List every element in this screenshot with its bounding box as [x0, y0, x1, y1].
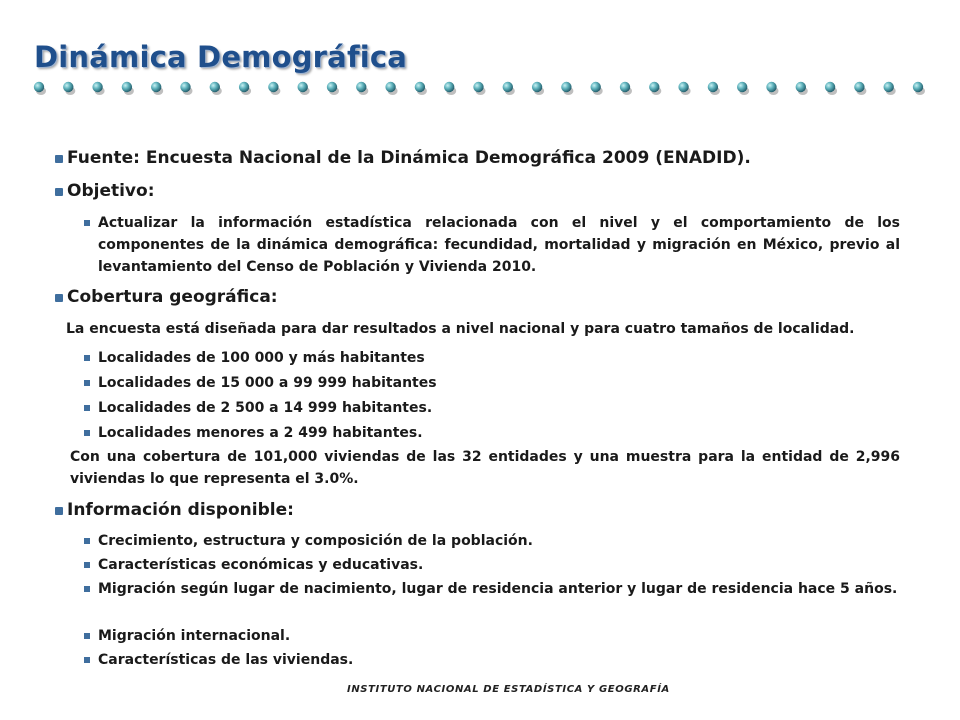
informacion-item-text: Crecimiento, estructura y composición de la población.: [98, 533, 533, 549]
cobertura-intro: La encuesta está diseñada para dar resultados a nivel nacional y para cuatro tamaños de localidad.: [66, 321, 855, 337]
objetivo-item-text: Actualizar la información estadística relacionada con el nivel y el comportamiento de los componentes de la dinámica demográfica: fecundidad, mortalidad y migración en México, previo al levantamiento del Censo de Población y Vivienda 2010.: [98, 215, 900, 275]
bullet-marker: [84, 405, 90, 411]
bullet-cobertura: [55, 287, 278, 307]
bullet-fuente: [55, 148, 751, 168]
bullet-marker: [55, 507, 63, 515]
informacion-heading: Información disponible:: [67, 500, 294, 520]
bullet-marker: [55, 155, 63, 163]
bullet-marker: [84, 586, 90, 592]
bullet-marker: [55, 188, 63, 196]
informacion-item: [84, 578, 900, 600]
cobertura-item-text: Localidades de 100 000 y más habitantes: [98, 350, 425, 366]
informacion-item-text: Migración según lugar de nacimiento, lugar de residencia anterior y lugar de residencia hace 5 años.: [98, 581, 898, 597]
bullet-marker: [55, 294, 63, 302]
bullet-objetivo: [55, 181, 155, 201]
bullet-marker: [84, 633, 90, 639]
cobertura-heading: Cobertura geográfica:: [67, 287, 278, 307]
informacion-item: [84, 649, 900, 671]
page-title: Dinámica Demográfica: [34, 40, 408, 74]
informacion-item: [84, 625, 900, 647]
cobertura-item-text: Localidades menores a 2 499 habitantes.: [98, 425, 423, 441]
cobertura-item: [84, 422, 900, 444]
objetivo-heading: Objetivo:: [67, 181, 155, 201]
informacion-item: [84, 530, 900, 552]
bullet-marker: [84, 562, 90, 568]
fuente-text: Fuente: Encuesta Nacional de la Dinámica Demográfica 2009 (ENADID).: [67, 148, 751, 168]
bullet-marker: [84, 430, 90, 436]
cobertura-item-text: Localidades de 2 500 a 14 999 habitantes.: [98, 400, 433, 416]
cobertura-note: Con una cobertura de 101,000 viviendas de las 32 entidades y una muestra para la entidad de 2,996 viviendas lo que representa el 3.0%.: [70, 449, 900, 487]
bullet-marker: [84, 657, 90, 663]
bullet-marker: [84, 380, 90, 386]
bullet-informacion: [55, 500, 294, 520]
cobertura-item: [84, 372, 900, 394]
bullet-marker: [84, 538, 90, 544]
informacion-item-text: Migración internacional.: [98, 628, 291, 644]
footer-institution: INSTITUTO NACIONAL DE ESTADÍSTICA Y GEOGRAFÍA: [347, 684, 670, 695]
informacion-item-text: Características de las viviendas.: [98, 652, 354, 668]
informacion-item: [84, 554, 900, 576]
objetivo-item: [84, 212, 900, 278]
bullet-marker: [84, 220, 90, 226]
cobertura-item: [84, 397, 900, 419]
cobertura-item: [84, 347, 900, 369]
cobertura-item-text: Localidades de 15 000 a 99 999 habitantes: [98, 375, 437, 391]
bullet-marker: [84, 355, 90, 361]
informacion-item-text: Características económicas y educativas.: [98, 557, 424, 573]
